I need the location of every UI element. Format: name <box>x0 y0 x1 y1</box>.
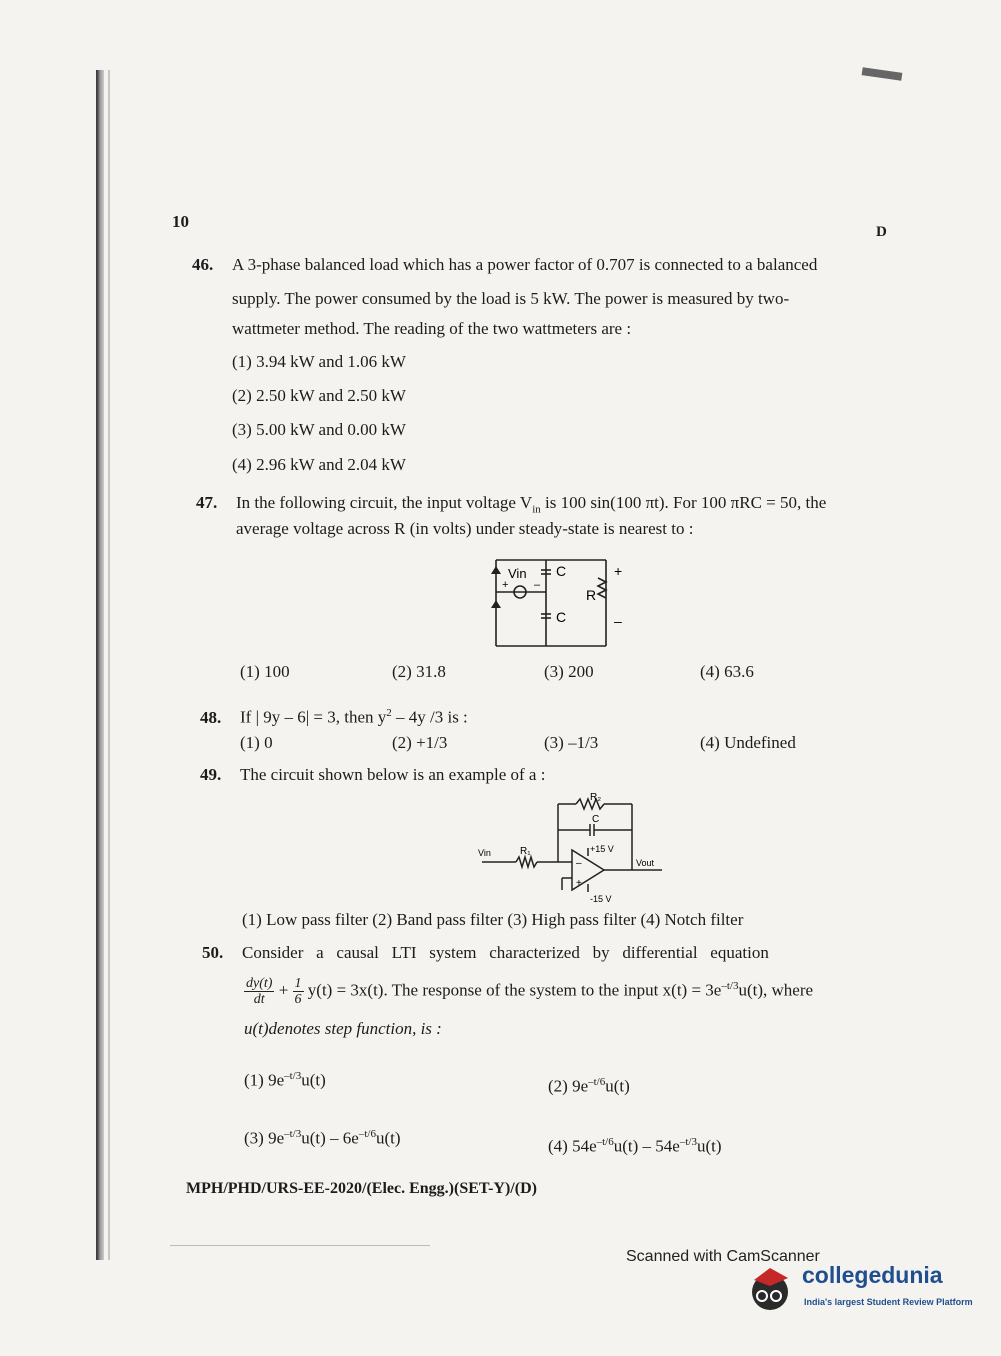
option-1: (1) 100 <box>240 662 290 681</box>
equation-line <box>244 976 813 1007</box>
exponent: –t/6 <box>358 1128 376 1140</box>
option-label: (3) 9e <box>244 1128 285 1148</box>
source-plus-label: + <box>502 579 509 591</box>
fraction-denominator: 6 <box>294 992 302 1008</box>
r1-label: R₁ <box>520 846 531 857</box>
equation-text: y(t) = 3x(t). The response of the system to the input x(t) = 3e <box>307 980 722 1000</box>
book-binding-edge <box>96 70 104 1260</box>
option-tail: u(t) <box>375 1128 401 1148</box>
option-tail: u(t) <box>696 1136 722 1156</box>
book-binding-shadow <box>108 70 110 1260</box>
positive-supply-label: +15 V <box>590 844 614 854</box>
question-text-line: u(t)denotes step function, is : <box>244 1019 442 1038</box>
exponent: –t/3 <box>284 1128 302 1140</box>
options-line: (1) Low pass filter (2) Band pass filter (3) High pass filter (4) Notch filter <box>242 910 744 929</box>
vin-label: Vin <box>478 848 491 858</box>
equation-text: u(t), where <box>738 980 814 1000</box>
vin-label: Vin <box>508 566 527 581</box>
capacitor-top-label: C <box>556 563 567 579</box>
exponent: –t/6 <box>596 1136 614 1148</box>
brand-name: collegedunia <box>802 1262 943 1288</box>
option-2: (2) +1/3 <box>392 733 448 752</box>
option-1 <box>244 1070 326 1091</box>
option-3: (3) 200 <box>544 662 594 681</box>
equation-plus: + <box>274 980 293 1000</box>
option-3 <box>244 1128 401 1149</box>
exponent: –t/3 <box>679 1136 697 1148</box>
option-3: (3) –1/3 <box>544 733 599 752</box>
fraction-numerator: dy(t) <box>246 976 273 992</box>
question-text: – 4y /3 is : <box>391 707 468 727</box>
question-text: Consider a causal LTI system characterized by differential equation <box>242 943 769 962</box>
brand-tagline: India's largest Student Review Platform <box>804 1297 973 1307</box>
resistor-label: R <box>586 587 597 603</box>
exponent: –t/6 <box>588 1076 606 1088</box>
option-label: (2) 9e <box>548 1076 589 1096</box>
noninverting-input-label: + <box>576 878 582 889</box>
question-text-line: A 3-phase balanced load which has a power factor of 0.707 is connected to a balanced <box>232 255 818 274</box>
fraction-numerator: 1 <box>294 976 302 992</box>
question-49 <box>200 760 545 790</box>
question-number: 50. <box>202 943 224 962</box>
option-1: (1) 3.94 kW and 1.06 kW <box>232 352 406 371</box>
question-text: is 100 sin(100 πt). For 100 πRC = 50, the <box>540 493 827 512</box>
exponent: –t/3 <box>284 1070 302 1082</box>
option-label: (1) 9e <box>244 1070 285 1090</box>
question-text-line: supply. The power consumed by the load is 5 kW. The power is measured by two- <box>232 289 790 308</box>
option-2: (2) 31.8 <box>392 662 446 681</box>
divider <box>170 1245 430 1246</box>
paper-code: MPH/PHD/URS-EE-2020/(Elec. Engg.)(SET-Y)/(D) <box>186 1180 537 1197</box>
question-46 <box>192 250 892 280</box>
option-2 <box>548 1076 630 1097</box>
superscript: 2 <box>386 707 392 719</box>
option-tail: u(t) – 6e <box>301 1128 359 1148</box>
capacitor-label: C <box>592 814 600 825</box>
option-4: (4) Undefined <box>700 733 796 752</box>
diode-icon <box>491 566 501 574</box>
option-1: (1) 0 <box>240 733 273 752</box>
question-number: 47. <box>196 493 218 512</box>
r2-label: R₂ <box>590 792 602 803</box>
option-3: (3) 5.00 kW and 0.00 kW <box>232 420 406 439</box>
question-number: 49. <box>200 765 222 784</box>
set-letter: D <box>876 224 887 240</box>
scanner-watermark: Scanned with CamScanner <box>626 1248 820 1265</box>
subscript: in <box>532 503 541 516</box>
inverting-input-label: – <box>576 858 582 869</box>
question-number: 46. <box>192 255 214 274</box>
output-minus-label: – <box>614 613 622 629</box>
corner-mark <box>862 67 903 80</box>
option-4 <box>548 1136 722 1157</box>
question-text-line: average voltage across R (in volts) under steady-state is nearest to : <box>236 519 694 538</box>
source-minus-label: – <box>534 579 541 591</box>
option-tail: u(t) <box>301 1070 326 1090</box>
rectifier-circuit-diagram <box>486 552 636 652</box>
question-number: 48. <box>200 707 222 727</box>
negative-supply-label: -15 V <box>590 894 612 904</box>
option-4: (4) 63.6 <box>700 662 754 681</box>
question-text: In the following circuit, the input voltage V <box>236 493 533 512</box>
question-text: If | 9y – 6| = 3, then y <box>240 707 387 727</box>
option-tail: u(t) <box>605 1076 630 1096</box>
opamp-filter-circuit-diagram <box>476 790 666 906</box>
coefficient-fraction <box>293 976 304 1007</box>
option-tail: u(t) – 54e <box>613 1136 680 1156</box>
question-50 <box>202 938 769 968</box>
exponent: –t/3 <box>721 980 739 992</box>
output-plus-label: + <box>614 563 623 579</box>
fraction-denominator: dt <box>253 992 265 1008</box>
capacitor-bottom-label: C <box>556 609 567 625</box>
question-text: The circuit shown below is an example of a : <box>240 765 546 784</box>
option-4: (4) 2.96 kW and 2.04 kW <box>232 455 406 474</box>
question-48 <box>200 698 468 733</box>
option-label: (4) 54e <box>548 1136 597 1156</box>
option-2: (2) 2.50 kW and 2.50 kW <box>232 386 406 405</box>
diode-icon <box>491 600 501 608</box>
derivative-fraction <box>244 976 274 1007</box>
page-number: 10 <box>172 212 189 231</box>
question-text-line: wattmeter method. The reading of the two wattmeters are : <box>232 319 632 338</box>
vout-label: Vout <box>636 858 655 868</box>
